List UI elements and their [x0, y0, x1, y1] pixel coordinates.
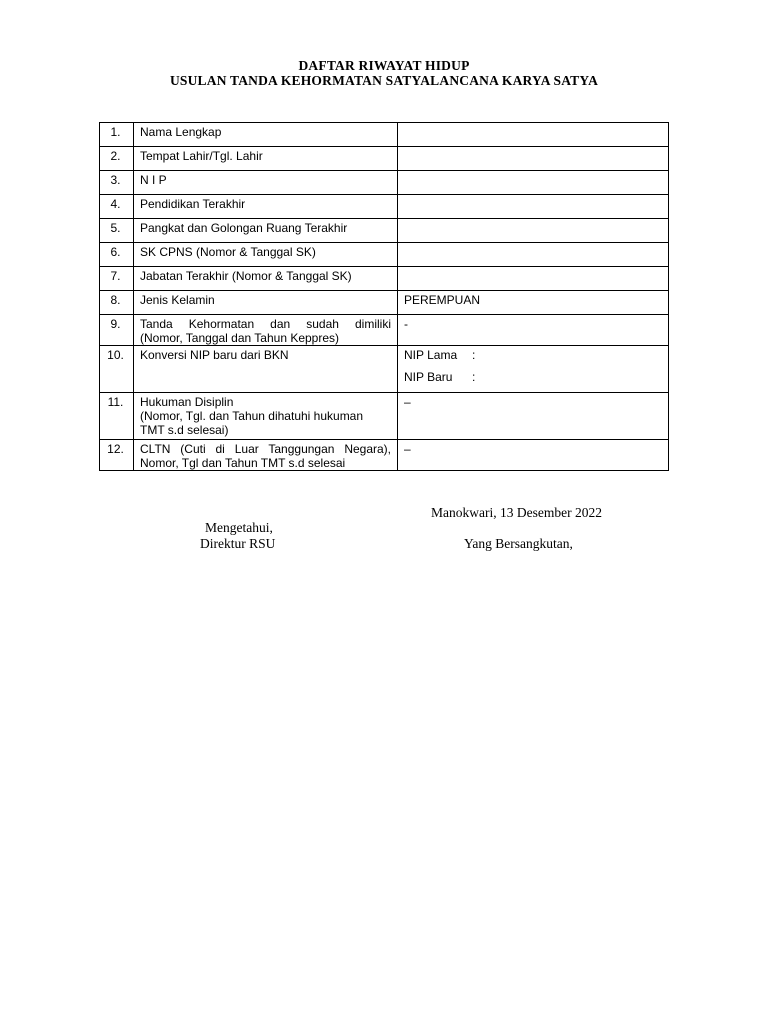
row-value[interactable]	[398, 219, 669, 243]
row-number: 5.	[100, 219, 134, 243]
nip-baru-label: NIP Baru	[404, 370, 453, 384]
row-value[interactable]: –	[398, 393, 669, 440]
row-value[interactable]: –	[398, 440, 669, 471]
row-value[interactable]	[398, 123, 669, 147]
row-label: Konversi NIP baru dari BKN	[134, 346, 398, 393]
table-row	[100, 393, 669, 440]
table-row	[100, 267, 669, 291]
signature-place-date: Manokwari, 13 Desember 2022	[431, 505, 602, 520]
title-line-2: USULAN TANDA KEHORMATAN SATYALANCANA KARYA SATYA	[169, 73, 599, 88]
table-row	[100, 123, 669, 147]
nip-lama-line	[404, 348, 662, 362]
title-line-1: DAFTAR RIWAYAT HIDUP	[298, 58, 470, 73]
row-label	[134, 393, 398, 440]
row-number: 1.	[100, 123, 134, 147]
row-value[interactable]	[398, 267, 669, 291]
signature-director-title: Direktur RSU	[200, 536, 276, 551]
row-label-line: Tanda Kehormatan dan sudah dimiliki	[140, 317, 391, 331]
row-value[interactable]	[398, 171, 669, 195]
row-number: 8.	[100, 291, 134, 315]
row-label-line: CLTN (Cuti di Luar Tanggungan Negara),	[140, 442, 391, 456]
table-row	[100, 219, 669, 243]
row-label-line: Nomor, Tgl dan Tahun TMT s.d selesai	[140, 456, 346, 470]
row-number: 6.	[100, 243, 134, 267]
row-label: Pendidikan Terakhir	[134, 195, 398, 219]
row-number: 3.	[100, 171, 134, 195]
row-label-line: (Nomor, Tanggal dan Tahun Keppres)	[140, 331, 340, 345]
row-label: Jabatan Terakhir (Nomor & Tanggal SK)	[134, 267, 398, 291]
nip-lama-label: NIP Lama	[404, 348, 458, 362]
nip-lama-separator: :	[472, 348, 476, 362]
row-label: Nama Lengkap	[134, 123, 398, 147]
signature-acknowledged-label: Mengetahui,	[205, 520, 273, 535]
table-row	[100, 243, 669, 267]
table-row	[100, 440, 669, 471]
row-value[interactable]	[398, 147, 669, 171]
cv-table	[99, 122, 669, 471]
row-label: N I P	[134, 171, 398, 195]
row-value[interactable]	[398, 195, 669, 219]
row-number: 10.	[100, 346, 134, 393]
row-number: 9.	[100, 315, 134, 346]
table-row	[100, 346, 669, 393]
row-value[interactable]	[398, 243, 669, 267]
row-value[interactable]: PEREMPUAN	[398, 291, 669, 315]
row-label: Jenis Kelamin	[134, 291, 398, 315]
page-title	[0, 58, 768, 88]
row-label	[134, 440, 398, 471]
row-label-line: (Nomor, Tgl. dan Tahun dihatuhi hukuman	[140, 409, 364, 423]
row-number: 7.	[100, 267, 134, 291]
row-label: SK CPNS (Nomor & Tanggal SK)	[134, 243, 398, 267]
row-number: 2.	[100, 147, 134, 171]
table-row	[100, 147, 669, 171]
nip-baru-separator: :	[472, 370, 476, 384]
row-label-line: Hukuman Disiplin	[140, 395, 234, 409]
table-row	[100, 291, 669, 315]
nip-baru-line	[404, 370, 662, 384]
table-row	[100, 315, 669, 346]
row-label	[134, 315, 398, 346]
row-label: Tempat Lahir/Tgl. Lahir	[134, 147, 398, 171]
signature-person-label: Yang Bersangkutan,	[464, 536, 573, 551]
row-number: 4.	[100, 195, 134, 219]
row-value[interactable]	[398, 346, 669, 393]
row-number: 12.	[100, 440, 134, 471]
table-row	[100, 195, 669, 219]
row-label-line: TMT s.d selesai)	[140, 423, 229, 437]
row-number: 11.	[100, 393, 134, 440]
row-label: Pangkat dan Golongan Ruang Terakhir	[134, 219, 398, 243]
row-value[interactable]: -	[398, 315, 669, 346]
table-row	[100, 171, 669, 195]
